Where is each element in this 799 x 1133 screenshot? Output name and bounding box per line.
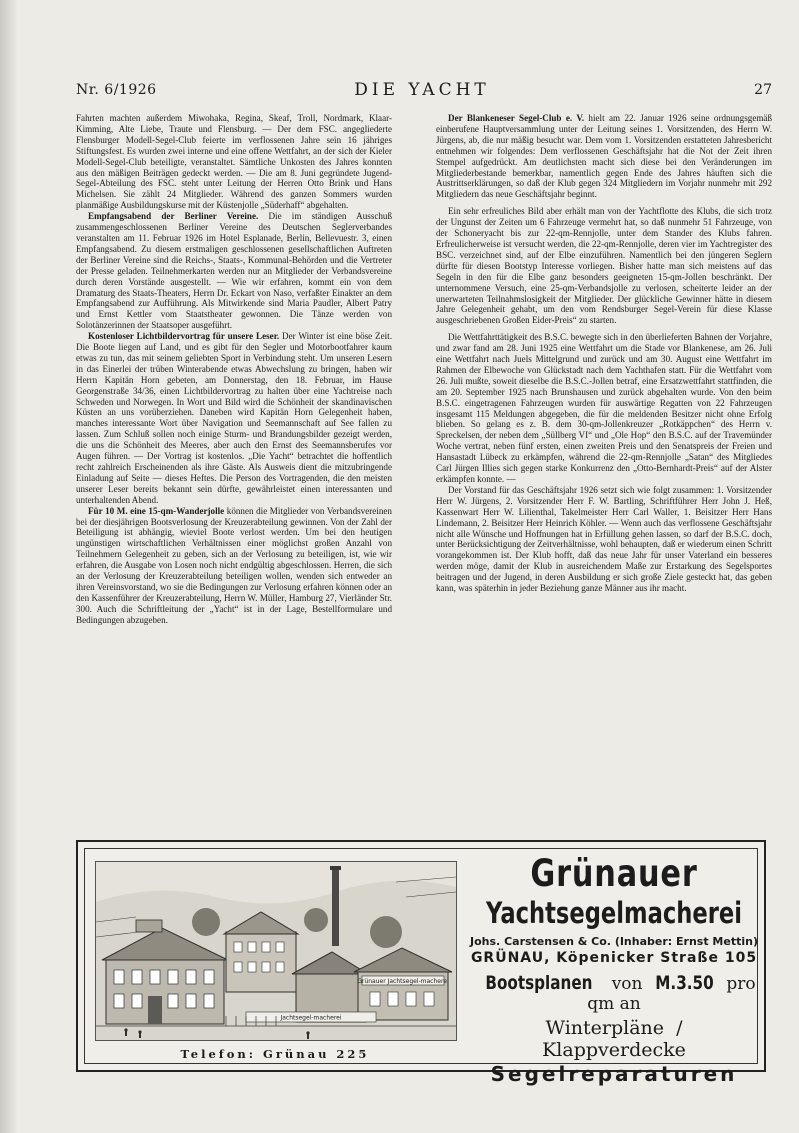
factory-drawing: [96, 862, 456, 1040]
article-paragraph: Fahrten machten außerdem Miwohaka, Regina, Skeaf, Troll, Nordmark, Klaar-Kimming, Alte Liebe, Traute und Flensburg. — Der dem FSC. angegliederte Flensburger Modell-Segel-Club feierte im verflossenen Jahre sein 16 jähriges Stiftungsfest. Es wurden zwei interne und eine offene Wettfahrt, an der sich der Kieler Modell-Segel-Club beteiligte, veranstaltet. Sämtliche Unkosten des Jahres konnten aus den mäßigen Beiträgen gedeckt werden. — Die am 8. Juni gegründete Jugend-Segel-Abteilung des FSC. steht unter Leitung der Herren Otto Brink und Hans Michelsen. Sie zählt 24 Mitglieder. Während des ganzen Sommers wurden planmäßige Ausbildungskurse mit der Küstenjolle „Süderhaff“ abgehalten.: [76, 113, 392, 211]
page-header: [72, 82, 772, 104]
article-heading: Empfangsabend der Berliner Vereine.: [88, 211, 259, 222]
article-paragraph: Die Wettfahrttätigkeit des B.S.C. bewegte sich in den überlieferten Bahnen der Vorjahre, und zwar fand am 28. Juni 1925 eine Wettfahrt um die Stade vor Blankenese, am 26. Juli eine Wettfahrt nach Juels Mittelgrund und zurück und am 30. August eine Wettfahrt im Rahmen der Elbewoche von Glückstadt nach dem Yachthafen statt. Für die Wettfahrt vom 26. Juli mußte, soweit dieselbe die B.S.C.-Jollen betraf, eine Ersatzwettfahrt stattfinden, die am 20. September 1925 nach Brunshausen und zurück abgehalten wurde. Von den beim B.S.C. eingetragenen Fahrzeugen wurden für auswärtige Regatten von 22 Fahrzeugen insgesamt 115 Meldungen abgegeben, die für die meldenden Besitzer nicht ohne Erfolg blieben. So gelang es z. B. dem 30-qm-Jollenkreuzer „Rotkäppchen“ des Herrn v. Spreckelsen, der neben dem „Süllberg VI“ und „Ole Hop“ den B.S.C. auf der Travemünder Woche vertrat, neben fünf ersten, einen zweiten Preis und den Senatspreis der Freien und Hansastadt Lübeck zu erkämpfen, während die 22-qm-Rennjolle „Satan“ des Mitgliedes Carl Jürgen Illies sich gegen starke Konkurrenz den „Otto-Bernhardt-Preis“ auf der Alster erkämpfen konnte. —: [436, 332, 772, 484]
article-paragraph: Für 10 M. eine 15-qm-Wanderjolle können die Mitglieder von Verbandsvereinen bei der diesjährigen Bootsverlosung der Kreuzerabteilung gewinnen. Von der Zahl der Beteiligung ist abhängig, wieviel Boote verlost werden. Um bei den heutigen ungünstigen wirtschaftlichen Verhältnissen einer möglichst großen Anzahl von Teilnehmern Gelegenheit zu geben, sich an der Verlosung zu beteiligen, ist, wie wir erfahren, die Ausgabe von Losen noch nicht endgültig abgeschlossen. Herren, die sich an der Verlosung der Kreuzerabteilung beteiligen wollen, wenden sich entweder an ihren Vereinsvorstand, wo sie die Bedingungen zur Verlosung erfahren können oder an den Kassenführer der Kreuzerabteilung, Herrn W. Müller, Hamburg 27, Vierländer Str. 300. Auch die Schriftleitung der „Yacht“ ist in der Lage, Bestellformulare und Bedingungen abzugeben.: [76, 505, 392, 625]
article-heading: Kostenloser Lichtbildervortrag für unsere Leser.: [88, 331, 280, 342]
article-paragraph: Kostenloser Lichtbildervortrag für unsere Leser. Der Winter ist eine böse Zeit. Die Boote liegen auf Land, und es gibt für den Segler und Motorbootfahrer kaum etwas zu tun, das mit seinem geliebten Sport in Verbindung steht. Um unseren Lesern in das Einerlei der trüben Winterabende etwas Abwechslung zu bringen, haben wir Herrn Kapitän Horn gebeten, am Donnerstag, den 18. Februar, im Hause Georgenstraße 34/36, einen Lichtbildervortrag zu halten über eine Yachtreise nach Schweden und Norwegen. In Wort und Bild wird die Schönheit der skandinavischen Küsten an uns vorüberziehen. Daneben wird Kapitän Horn Gelegenheit haben, manches interessante Wort über Navigation und Seemannschaft auf See fallen zu lassen. Zum Schluß sollen noch einige Sturm- und Brandungsbilder gezeigt werden, die uns die Schönheit des Meeres, aber auch den Ernst des Seemannsberufes vor Augen führen. — Der Vortrag ist kostenlos. „Die Yacht“ betrachtet die hoffentlich recht zahlreich Erscheinenden als ihre Gäste. Als Ausweis dient die mitzubringende Einladung auf Seite — dieses Heftes. Die Person des Vortragenden, die den meisten unserer Leser bereits bekannt sein dürfte, gewährleistet einen interessanten und unterhaltenden Abend.: [76, 331, 392, 505]
ad-company-line2: Yachtsegelmacherei: [486, 896, 742, 930]
ad-price-item: Bootsplanen: [485, 972, 593, 994]
ad-repairs: Segelreparaturen: [490, 1062, 738, 1086]
ad-text-block: [469, 853, 759, 1086]
issue-number: Nr. 6/1926: [76, 82, 157, 98]
building-sign-lower: Jachtsegel-macherei: [280, 1014, 342, 1022]
ad-services: Winterpläne / Klappverdecke: [542, 1017, 686, 1061]
advertisement-frame: [84, 848, 758, 1086]
ad-telephone: Telefon: Grünau 225: [180, 1047, 370, 1061]
ad-price-from: von: [611, 974, 643, 994]
article-heading: Für 10 M. eine 15-qm-Wanderjolle: [88, 505, 225, 516]
magazine-title: DIE YACHT: [354, 80, 490, 100]
ad-address: GRÜNAU, Köpenicker Straße 105: [470, 950, 758, 966]
ad-price-value: M.3.50: [655, 972, 714, 994]
factory-illustration: [95, 861, 457, 1041]
article-paragraph: Der Vorstand für das Geschäftsjahr 1926 setzt sich wie folgt zusammen: 1. Vorsitzender Herr W. Jürgens, 2. Vorsitzender Herr F. W. Bartling, Schriftführer Herr John J. Heß, Kassenwart Herr W. Lilienthal, Takelmeister Herr Carl Waller, 1. Beisitzer Herr Hans Lindemann, 2. Beisitzer Herr Heinrich Köhler. — Wenn auch das verflossene Geschäftsjahr nicht alle Wünsche und Hoffnungen hat in Erfüllung gehen lassen, so darf der B.S.C. doch, unter Berücksichtigung der Zeitverhältnisse, wohl behaupten, daß er wiederum einen Schritt vorangekommen ist. Der Klub hofft, daß das neue Jahr für unser Vaterland ein besseres werden möge, damit der Klub in ausreichendem Maße zur Erstarkung des Segelsportes beitragen und der Jugend, in deren Ausbildung er sich große Ziele gesteckt hat, das geben kann, was späterhin in jeder Beziehung ganze Männer aus ihr macht.: [436, 484, 772, 594]
ad-price-unit: pro qm an: [587, 974, 756, 1014]
right-column: [436, 113, 772, 773]
article-paragraph: Der Blankeneser Segel-Club e. V. hielt am 22. Januar 1926 seine ordnungsgemäß einberufene Hauptversammlung unter der Leitung seines 1. Vorsitzenden, des Herrn W. Jürgens, ab, die nur mäßig besucht war. Dem vom 1. Vorsitzenden erstatteten Jahresbericht entnehmen wir folgendes: Dem verflossenen Geschäftsjahr hat die Not der Zeit ihren Stempel aufgedrückt. Am deutlichsten macht sich diese bei den Veränderungen im Mitgliederbestande bemerkbar, namentlich gegen Ende des Jahres häuften sich die Austrittserklärungen, so daß der Klub gegen 324 Mitgliedern im Vorjahr nunmehr mit 292 Mitgliedern das neue Geschäftsjahr beginnt.: [436, 113, 772, 200]
left-column: [76, 113, 392, 853]
page-number: 27: [754, 82, 772, 98]
article-heading: Der Blankeneser Segel-Club e. V.: [448, 113, 585, 123]
page-edge-shadow: [0, 0, 18, 1133]
article-paragraph: Empfangsabend der Berliner Vereine. Die im ständigen Ausschuß zusammengeschlossenen Berliner Vereine des Deutschen Seglerverbandes veranstalten am 11. Februar 1926 im Hotel Esplanade, Berlin, Bellevuestr. 3, einen Empfangsabend. Zu diesem erstmaligen geschlossenen gesellschaftlichen Auftreten der Berliner Vereine sind die Reichs-, Staats-, Kommunal-Behörden und die Vertreter der Presse geladen. Teilnehmerkarten werden nur an Mitglieder der Verbandsvereine durch deren Vorstände ausgestellt. — Wie wir erfahren, kommt ein von dem Dramaturg des Staats-Theaters, Herrn Dr. Eckart von Naso, verfaßter Einakter an dem Empfangsabend zur Aufführung. Als Mitwirkende sind Maria Paudler, Albert Patry und Ernst Kettler vom Staatstheater gewonnen. Die Tänze werden von Solotänzerinnen der Staatsoper ausgeführt.: [76, 211, 392, 331]
article-paragraph: Ein sehr erfreuliches Bild aber erhält man von der Yachtflotte des Klubs, die sich trotz der Ungunst der Zeiten um 6 Fahrzeuge vermehrt hat, so daß nunmehr 51 Fahrzeuge, von der Schoneryacht bis zur 22-qm-Rennjolle, unter dem Stander des Klubs fahren. Erfreulicherweise ist versucht werden, die 22-qm-Rennjolle, deren vier im Yachtregister des BSC. verzeichnet sind, auf der Elbe einzuführen. Namentlich bei den jüngeren Seglern dürfte für diesen Bootstyp Interesse vorliegen. Bisher hatte man sich meistens auf das Segeln in den für die Elbe ganz besonders geeigneten 15-qm-Jollen beschränkt. Der unternommene Versuch, eine 25-qm-Verbandsjolle zu verlosen, scheiterte leider an der unerwarteten Teilnahmslosigkeit der Mitglieder. Der glückliche Gewinner hätte in diesem Jahre Gelegenheit gehabt, um den vom Rendsburger Segel-Verein für diese Klasse ausgeschriebenen Großen Eider-Preis“ zu starten.: [436, 206, 772, 326]
building-sign-upper: Grünauer Jachtsegel-macherei: [357, 978, 449, 985]
ad-price-line: [469, 972, 759, 1014]
advertisement: [76, 840, 766, 1086]
ad-company-line1: Grünauer: [530, 852, 698, 895]
ad-owner: Johs. Carstensen & Co. (Inhaber: Ernst Mettin): [470, 935, 758, 948]
